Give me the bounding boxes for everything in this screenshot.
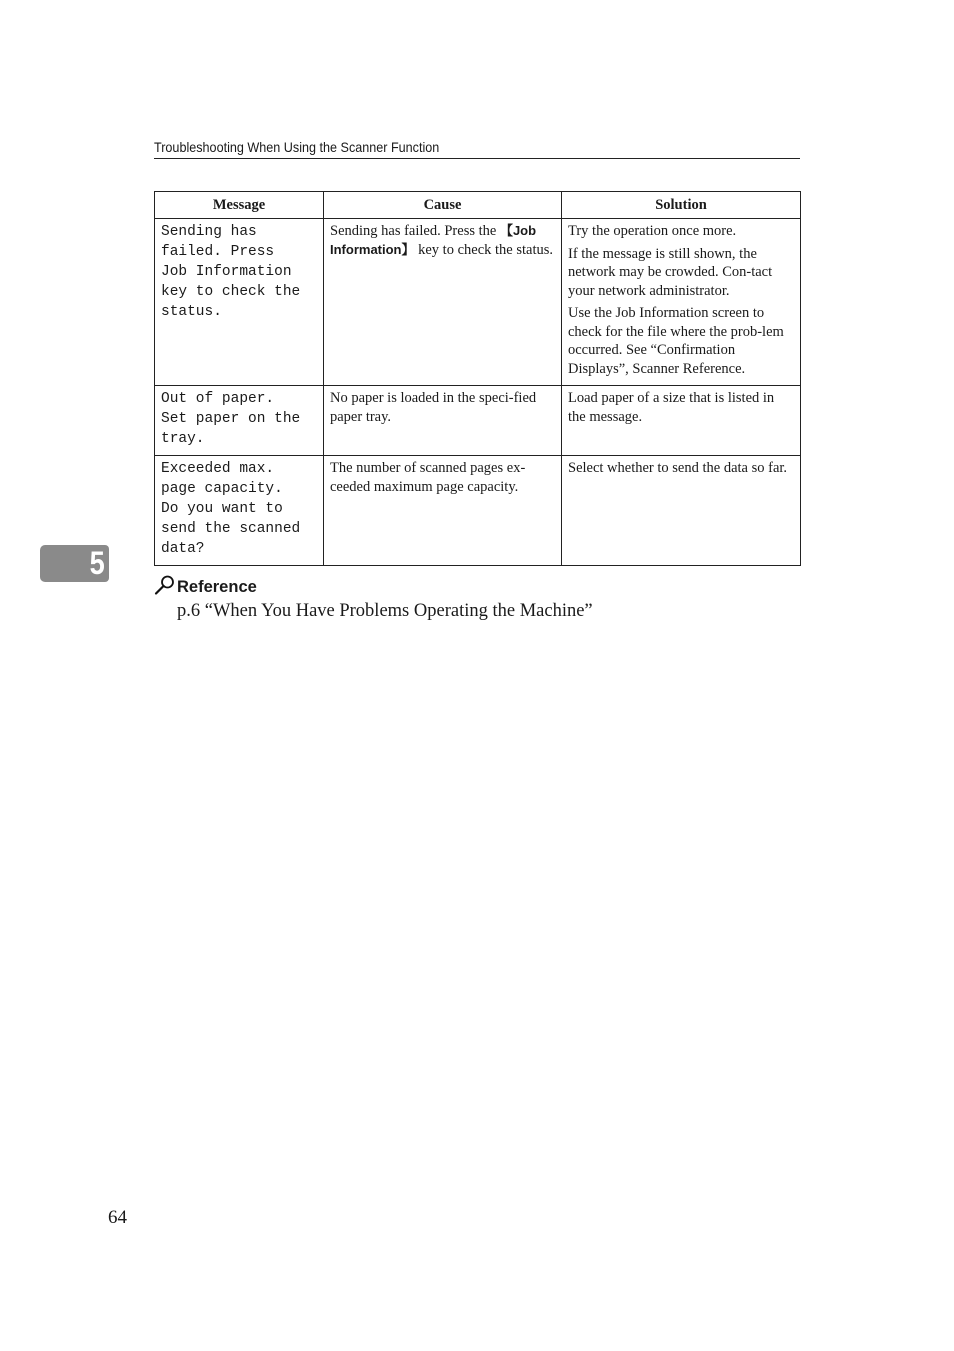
message-cell: Out of paper. Set paper on the tray. — [155, 386, 324, 456]
cause-text: Sending has failed. Press the — [330, 223, 500, 239]
column-header-cause: Cause — [324, 192, 562, 219]
cause-cell: The number of scanned pages ex-ceeded maximum page capacity. — [324, 456, 562, 566]
header-rule — [154, 158, 800, 159]
chapter-number: 5 — [89, 545, 105, 581]
solution-cell: Select whether to send the data so far. — [562, 456, 801, 566]
job-information-key-label: 【Job Information】 — [330, 223, 537, 257]
message-cell: Sending has failed. Press Job Information key to check the status. — [155, 219, 324, 386]
running-header: Troubleshooting When Using the Scanner Function — [154, 139, 440, 155]
table-row — [155, 456, 801, 566]
message-cell: Exceeded max. page capacity. Do you want to send the scanned data? — [155, 456, 324, 566]
table-header-row — [155, 192, 801, 219]
column-header-solution: Solution — [562, 192, 801, 219]
cause-text-continued: key to check the status. — [414, 241, 554, 258]
table-row — [155, 219, 801, 386]
solution-cell — [562, 219, 801, 386]
page-number: 64 — [108, 1207, 127, 1228]
cause-cell: No paper is loaded in the speci-fied paper tray. — [324, 386, 562, 456]
solution-cell: Load paper of a size that is listed in the message. — [562, 386, 801, 456]
chapter-tab — [40, 545, 109, 582]
cause-cell — [324, 219, 562, 386]
reference-link[interactable]: p.6 “When You Have Problems Operating the Machine” — [177, 601, 593, 621]
column-header-message: Message — [155, 192, 324, 219]
magnifier-icon — [154, 574, 176, 596]
error-message-table — [154, 191, 801, 566]
solution-paragraph: Use the Job Information screen to check for the file where the prob-lem occurred. See “Confirmation Displays”, Scanner Reference. — [568, 305, 784, 377]
reference-heading: Reference — [177, 578, 257, 596]
table-row — [155, 386, 801, 456]
solution-paragraph: Try the operation once more. — [568, 223, 737, 239]
solution-paragraph: If the message is still shown, the network may be crowded. Con-tact your network administrator. — [568, 245, 773, 299]
